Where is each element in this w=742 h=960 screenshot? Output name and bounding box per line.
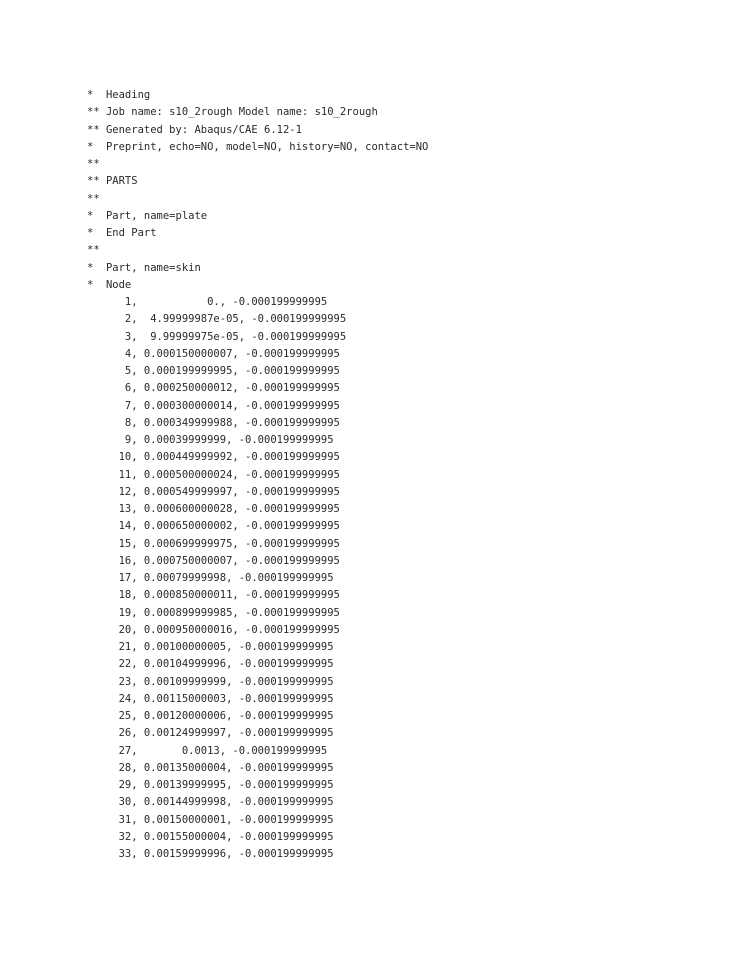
node-line: 3, 9.99999975e-05, -0.000199999995 bbox=[87, 330, 347, 343]
node-line: 33, 0.00159999996, -0.000199999995 bbox=[87, 848, 334, 860]
node-line: 5, 0.000199999995, -0.000199999995 bbox=[87, 365, 340, 377]
node-line: 27, 0.0013, -0.000199999995 bbox=[87, 744, 328, 757]
keyword-line: * Preprint, echo=NO, model=NO, history=NO, contact=NO bbox=[87, 140, 429, 153]
node-line: 18, 0.000850000011, -0.000199999995 bbox=[87, 589, 340, 602]
keyword-line: ** Generated by: Abaqus/CAE 6.12-1 bbox=[87, 123, 302, 136]
keyword-line: ** bbox=[87, 192, 100, 205]
node-line: 2, 4.99999987e-05, -0.000199999995 bbox=[87, 313, 347, 326]
keyword-line: ** Job name: s10_2rough Model name: s10_2rough bbox=[87, 106, 378, 119]
node-line: 16, 0.000750000007, -0.000199999995 bbox=[87, 554, 340, 567]
input-file-text bbox=[87, 87, 428, 863]
node-line: 17, 0.00079999998, -0.000199999995 bbox=[87, 572, 334, 584]
node-line: 21, 0.00100000005, -0.000199999995 bbox=[87, 641, 334, 653]
keyword-line: * Part, name=plate bbox=[87, 209, 208, 222]
node-line: 19, 0.000899999985, -0.000199999995 bbox=[87, 606, 340, 619]
node-line: 23, 0.00109999999, -0.000199999995 bbox=[87, 675, 334, 688]
node-line: 15, 0.000699999975, -0.000199999995 bbox=[87, 537, 340, 550]
keyword-line: ** bbox=[87, 244, 100, 257]
node-line: 29, 0.00139999995, -0.000199999995 bbox=[87, 779, 334, 791]
node-line: 31, 0.00150000001, -0.000199999995 bbox=[87, 813, 334, 826]
node-line: 14, 0.000650000002, -0.000199999995 bbox=[87, 520, 340, 533]
node-line: 4, 0.000150000007, -0.000199999995 bbox=[87, 347, 340, 360]
keyword-line: ** bbox=[87, 158, 100, 170]
keyword-line: * Node bbox=[87, 278, 132, 291]
node-line: 10, 0.000449999992, -0.000199999995 bbox=[87, 451, 340, 464]
node-line: 9, 0.00039999999, -0.000199999995 bbox=[87, 434, 334, 446]
node-line: 32, 0.00155000004, -0.000199999995 bbox=[87, 830, 334, 843]
node-line: 11, 0.000500000024, -0.000199999995 bbox=[87, 468, 340, 481]
node-line: 7, 0.000300000014, -0.000199999995 bbox=[87, 399, 340, 412]
node-line: 25, 0.00120000006, -0.000199999995 bbox=[87, 710, 334, 722]
node-line: 6, 0.000250000012, -0.000199999995 bbox=[87, 382, 340, 395]
node-line: 12, 0.000549999997, -0.000199999995 bbox=[87, 485, 340, 498]
node-line: 1, 0., -0.000199999995 bbox=[87, 296, 328, 308]
node-line: 26, 0.00124999997, -0.000199999995 bbox=[87, 727, 334, 740]
node-line: 30, 0.00144999998, -0.000199999995 bbox=[87, 796, 334, 809]
keyword-line: * Part, name=skin bbox=[87, 261, 201, 274]
node-line: 13, 0.000600000028, -0.000199999995 bbox=[87, 503, 340, 515]
node-line: 20, 0.000950000016, -0.000199999995 bbox=[87, 623, 340, 636]
keyword-line: ** PARTS bbox=[87, 175, 138, 188]
keyword-line: * End Part bbox=[87, 227, 157, 239]
keyword-line: * Heading bbox=[87, 89, 151, 101]
node-line: 28, 0.00135000004, -0.000199999995 bbox=[87, 761, 334, 774]
node-line: 24, 0.00115000003, -0.000199999995 bbox=[87, 692, 334, 705]
node-line: 22, 0.00104999996, -0.000199999995 bbox=[87, 658, 334, 671]
node-line: 8, 0.000349999988, -0.000199999995 bbox=[87, 416, 340, 429]
